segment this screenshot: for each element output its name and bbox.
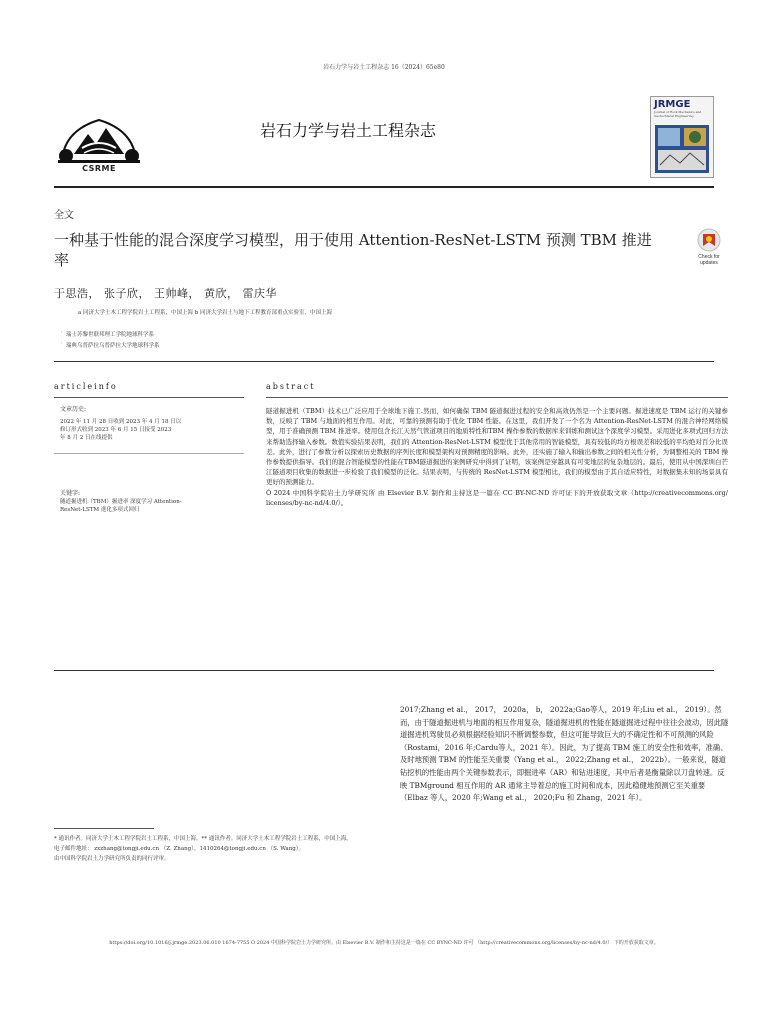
affiliation-note-1-text: 瑞士苏黎世联邦理工学院地球科学系 [66, 332, 155, 338]
affiliations: a 同济大学土木工程学院岩土工程系，中国上海 b 同济大学岩土与地下工程教育部重点实验室，中国上海 [78, 310, 333, 316]
footnote-rule [54, 828, 154, 829]
history-label: 文章历史: [60, 406, 87, 413]
cover-subtitle: Journal of Rock Mechanics and Geotechnical Engineering [654, 110, 702, 118]
history-line: 修订形式收到 2023 年 6 月 15 日接受 2023 [60, 427, 172, 433]
running-head: 岩石力学与岩土工程杂志 16（2024）65e80 [323, 64, 445, 71]
history-line: 年 8 月 2 日在线提供 [60, 435, 113, 441]
info-rule [54, 397, 244, 398]
abstract-rule [266, 397, 728, 398]
abstract-copyright: Ó 2024 中国科学院岩土力学研究所 由 Elsevier B.V. 制作和主持这是一篇在 CC BY-NC-ND 许可证下的开放获取文章（http://creativecommons.org/ licenses/by-nc-nd/4.0/）。 [266, 488, 728, 507]
journal-cover [650, 96, 714, 178]
history-block [60, 418, 250, 442]
abstract-paragraph: 隧道掘进机（TBM）技术已广泛应用于全球地下施工.然而，如何确保 TBM 隧道掘进过程的安全和高效仍然是一个主要问题。掘进速度是 TBM 运行的关键参数，反映了 TBM 与地面的相互作用。对此，可靠的预测有助于优化 TBM 性能。在这里，我们开发了一个名为 Attention-ResNet-LSTM 的混合神经网络模型，用于准确预测 TBM 推进率。使用包含长江天然气管道项目的地质特性和TBM 操作参数的数据库来训练和测试这个深度学习模型。采用进化多项式回归方法来帮助选择输入参数。数值实验结果表明，我们的 Attention-ResNet-LSTM 模型优于其他常用的智能模型，具有较低的均方根误差和较低的平均绝对百分比误差。此外，进行了参数分析以探索历史数据的序列长度和模型架构对预测精度的影响。此外，还实施了输入和输出参数之间的相关性分析，为调整相关的 TBM 操作参数提供指导。我们的混合智能模型的性能在TBM隧道掘进的案例研究中得到了证明，该案例是穿越具有可变地层的复杂地层的。最后，使用从中国深圳白芒江隧道项目收集的数据进一步检验了我们模型的泛化。结果表明，与传统的 ResNet-LSTM 模型相比，我们的模型由于其自适应特性，对数据集未知的场景具有更好的预测能力。 [266, 407, 728, 487]
check-updates-icon [690, 228, 728, 254]
affiliation-note-1: ˙ 瑞士苏黎世联邦理工学院地球科学系 [60, 332, 155, 338]
logo-text: CSRME [82, 164, 116, 173]
article-info-heading: articleinfo [54, 382, 118, 391]
abstract-body [266, 406, 728, 508]
csrme-emblem-icon [54, 108, 144, 164]
footnotes [54, 834, 394, 864]
journal-name: 岩石力学与岩土工程杂志 [260, 121, 437, 140]
keywords-line: 隧道掘进机（TBM）掘进率 深度学习 Attention- [60, 499, 182, 505]
footnote-peer-review: 由中国科学院岩土力学研究所负责的同行评审。 [54, 856, 170, 862]
history-line: 2022 年 11 月 28 日收到 2023 年 4 月 18 日以 [60, 419, 182, 425]
affiliation-note-2-text: 瑞典乌普萨拉乌普萨拉大学地球科学系 [66, 343, 160, 349]
cover-figure-icon [655, 125, 709, 173]
abstract-end-rule [54, 670, 714, 671]
body-paragraph: 2017;Zhang et al.， 2017， 2020a， b， 2022a;Gao等人，2019 年;Liu et al.， 2019）。然而，由于隧道掘进机与地面的相互作用复杂，隧道掘进机的性能在隧道掘进过程中往往会波动，因此隧道掘进机驾驶员必须根据经验知识不断调整参数，但这可能导致巨大的不确定性和不可预测的风险（Rostami，2016 年;Cardu等人，2021 年）。因此，为了提高 TBM 施工的安全性和效率，准确、及时地预测 TBM 的性能至关重要（Yang et al.， 2022;Zhang et al.， 2022b）。一般来说，隧道钻挖机的性能由两个关键参数表示，即掘进率（AR）和钻进速度，其中后者是衡量除以刀盘转速。反映 TBMground 相互作用的 AR 通常主导着总的施工时间和成本，因此稳健地预测它至关重要（Elbaz 等人，2020 年;Wang et al.， 2020;Fu 和 Zhang，2021 年）。 [400, 705, 729, 803]
footnote-email: 电子邮件地址： zxzhang@tongji.edu.cn （Z. Zhang），1410264@tongji.edu.cn （S. Wang）。 [54, 846, 305, 852]
keywords-block [60, 498, 250, 514]
keywords-label: 关键字: [60, 490, 81, 497]
keywords-line: ResNet-LSTM 進化多项式回归 [60, 507, 140, 513]
section-label: 全文 [54, 210, 74, 221]
cover-title: JRMGE [654, 99, 691, 110]
info-divider [54, 453, 244, 454]
check-for-updates-button[interactable] [690, 228, 728, 266]
article-title: 一种基于性能的混合深度学习模型，用于使用 Attention-ResNet-LSTM 预测 TBM 推进率 [54, 231, 652, 269]
csrme-logo [54, 108, 144, 174]
author-list: 于思浩， 张子欣， 王帅峰， 黄欣， 雷庆华 [54, 287, 277, 300]
footer-doi[interactable]: https://doi.org/10.1016/j.jrmge.2023.06.010 1674-7755 Ó 2024 中国科学院岩土力学研究所。由 Elsevier B.V. 制作和主持这是一篇在 CC BYNC-ND 许可 （http://creativecommons.org/licenses/by-nc-nd/4.0/） 下的开放获取文章。 [109, 940, 659, 946]
check-updates-label: Check for updates [698, 254, 720, 266]
body-column [400, 704, 730, 805]
abstract-heading: abstract [266, 382, 316, 391]
footnote-corresponding: * 通讯作者。同济大学土木工程学院岩土工程系，中国上海。** 通讯作者。同济大学土木工程学院岩土工程系，中国上海。 [54, 836, 352, 842]
header-rule [54, 186, 714, 188]
affiliation-note-2: ˙ 瑞典乌普萨拉乌普萨拉大学地球科学系 [60, 343, 160, 349]
section-rule [54, 361, 714, 362]
